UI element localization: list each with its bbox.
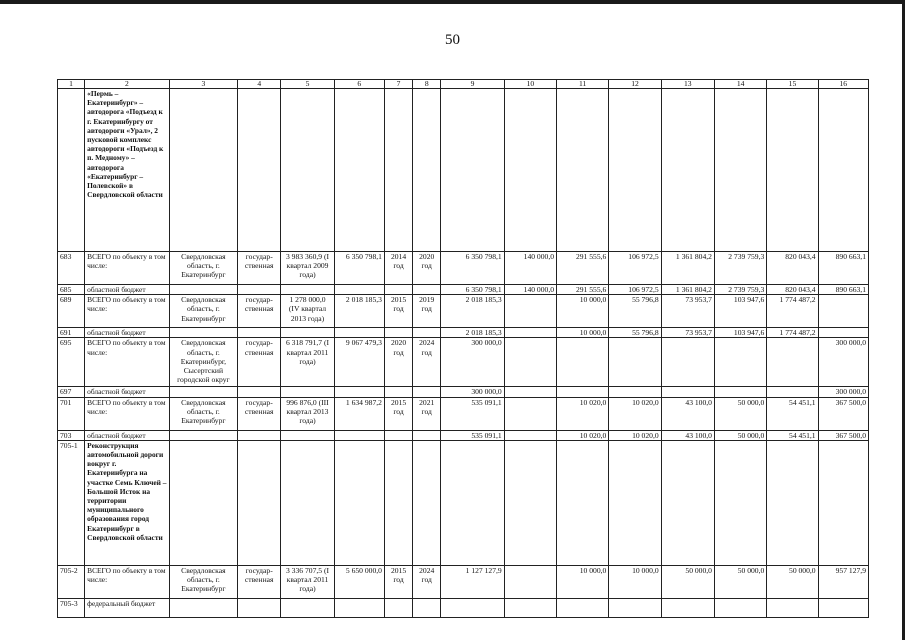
end-year-cell [413, 430, 441, 440]
start-year-cell: 2015 год [384, 397, 412, 430]
column-header-8: 8 [413, 80, 441, 89]
capacity-cell: 1 278 000,0 (IV квартал 2013 года) [281, 295, 334, 328]
location-cell [169, 430, 237, 440]
amount-cell-14 [714, 387, 766, 397]
table-row-budget [58, 430, 869, 440]
amount-cell-9: 2 018 185,3 [441, 295, 504, 328]
ownership-cell: государ-ственная [238, 338, 281, 387]
amount-cell-15: 1 774 487,2 [767, 295, 818, 328]
amount-cell-10 [504, 598, 556, 617]
column-header-14: 14 [714, 80, 766, 89]
column-header-16: 16 [818, 80, 868, 89]
amount-cell-16 [818, 295, 868, 328]
amount-cell-13: 43 100,0 [661, 430, 714, 440]
amount-cell-15: 54 451,1 [767, 430, 818, 440]
column-header-10: 10 [504, 80, 556, 89]
column-header-7: 7 [384, 80, 412, 89]
start-year-cell: 2014 год [384, 252, 412, 285]
table-row-obj [58, 295, 869, 328]
estimated-cost-cell: 5 650 000,0 [334, 565, 384, 598]
amount-cell-11: 10 000,0 [557, 565, 609, 598]
end-year-cell: 2021 год [413, 397, 441, 430]
column-header-13: 13 [661, 80, 714, 89]
amount-cell-14: 103 947,6 [714, 295, 766, 328]
amount-cell-9: 1 127 127,9 [441, 565, 504, 598]
table-row-title [58, 440, 869, 565]
object-title: «Пермь – Екатеринбург» – автодорога «Подъезд к г. Екатеринбургу от автодороги «Урал», 2 пусковой комплекс автодороги «Подъезд к п. Медному» – автодорога «Екатеринбург – Полевской» в Свердловской области [85, 89, 170, 252]
estimated-cost-cell: 1 634 987,2 [334, 397, 384, 430]
column-header-6: 6 [334, 80, 384, 89]
amount-cell-10 [504, 387, 556, 397]
row-label: областной бюджет [85, 328, 170, 338]
amount-cell-15: 50 000,0 [767, 565, 818, 598]
start-year-cell: 2015 год [384, 565, 412, 598]
amount-cell-13 [661, 598, 714, 617]
amount-cell-13 [661, 338, 714, 387]
ownership-cell: государ-ственная [238, 252, 281, 285]
estimated-cost-cell [334, 598, 384, 617]
amount-cell-14: 2 739 759,3 [714, 252, 766, 285]
scan-top-border [0, 0, 905, 4]
ownership-cell: государ-ственная [238, 397, 281, 430]
amount-cell-14 [714, 89, 766, 252]
amount-cell-10 [504, 397, 556, 430]
table-row-obj [58, 565, 869, 598]
start-year-cell [384, 598, 412, 617]
amount-cell-14: 50 000,0 [714, 430, 766, 440]
header-row [58, 80, 869, 89]
column-header-5: 5 [281, 80, 334, 89]
amount-cell-10 [504, 89, 556, 252]
table-row-obj [58, 397, 869, 430]
amount-cell-12: 55 796,8 [609, 328, 661, 338]
amount-cell-16: 957 127,9 [818, 565, 868, 598]
capacity-cell [281, 285, 334, 295]
amount-cell-14: 50 000,0 [714, 565, 766, 598]
amount-cell-15: 820 043,4 [767, 285, 818, 295]
column-header-12: 12 [609, 80, 661, 89]
amount-cell-10 [504, 565, 556, 598]
amount-cell-12: 10 020,0 [609, 397, 661, 430]
amount-cell-16: 890 663,1 [818, 285, 868, 295]
amount-cell-10 [504, 440, 556, 565]
location-cell: Свердловская область, г. Екатеринбург [169, 565, 237, 598]
ownership-cell [238, 387, 281, 397]
row-number: 689 [58, 295, 85, 328]
amount-cell-14 [714, 338, 766, 387]
ownership-cell [238, 430, 281, 440]
location-cell: Свердловская область, г. Екатеринбург, Сысертский городской округ [169, 338, 237, 387]
start-year-cell: 2020 год [384, 338, 412, 387]
amount-cell-13 [661, 89, 714, 252]
row-label: ВСЕГО по объекту в том числе: [85, 565, 170, 598]
end-year-cell [413, 387, 441, 397]
row-label: областной бюджет [85, 387, 170, 397]
row-number: 685 [58, 285, 85, 295]
amount-cell-11 [557, 338, 609, 387]
row-number: 701 [58, 397, 85, 430]
capacity-cell [281, 387, 334, 397]
row-number: 695 [58, 338, 85, 387]
amount-cell-9: 6 350 798,1 [441, 285, 504, 295]
amount-cell-13 [661, 440, 714, 565]
amount-cell-11: 291 555,6 [557, 252, 609, 285]
end-year-cell [413, 328, 441, 338]
amount-cell-10: 140 000,0 [504, 285, 556, 295]
ownership-cell [238, 89, 281, 252]
location-cell [169, 387, 237, 397]
capacity-cell [281, 328, 334, 338]
capacity-cell [281, 430, 334, 440]
amount-cell-10 [504, 430, 556, 440]
start-year-cell [384, 440, 412, 565]
amount-cell-9: 535 091,1 [441, 397, 504, 430]
column-header-1: 1 [58, 80, 85, 89]
ownership-cell [238, 328, 281, 338]
row-number: 705-3 [58, 598, 85, 617]
start-year-cell [384, 430, 412, 440]
amount-cell-15: 54 451,1 [767, 397, 818, 430]
amount-cell-15 [767, 598, 818, 617]
estimated-cost-cell [334, 285, 384, 295]
row-label: ВСЕГО по объекту в том числе: [85, 338, 170, 387]
amount-cell-10 [504, 338, 556, 387]
amount-cell-14 [714, 440, 766, 565]
amount-cell-12 [609, 338, 661, 387]
ownership-cell [238, 285, 281, 295]
ownership-cell [238, 440, 281, 565]
amount-cell-11 [557, 387, 609, 397]
amount-cell-16: 367 500,0 [818, 397, 868, 430]
start-year-cell [384, 285, 412, 295]
column-header-2: 2 [85, 80, 170, 89]
capacity-cell: 3 983 360,9 (I квартал 2009 года) [281, 252, 334, 285]
amount-cell-13: 73 953,7 [661, 328, 714, 338]
location-cell: Свердловская область, г. Екатеринбург [169, 295, 237, 328]
row-number: 703 [58, 430, 85, 440]
amount-cell-12 [609, 387, 661, 397]
amount-cell-9: 2 018 185,3 [441, 328, 504, 338]
amount-cell-16 [818, 328, 868, 338]
amount-cell-13: 1 361 804,2 [661, 285, 714, 295]
amount-cell-15: 820 043,4 [767, 252, 818, 285]
page-number: 50 [445, 32, 460, 48]
column-header-11: 11 [557, 80, 609, 89]
start-year-cell: 2015 год [384, 295, 412, 328]
amount-cell-10: 140 000,0 [504, 252, 556, 285]
amount-cell-11 [557, 598, 609, 617]
ownership-cell [238, 598, 281, 617]
amount-cell-15 [767, 440, 818, 565]
estimated-cost-cell [334, 328, 384, 338]
end-year-cell: 2019 год [413, 295, 441, 328]
amount-cell-15 [767, 89, 818, 252]
amount-cell-16: 300 000,0 [818, 338, 868, 387]
end-year-cell [413, 285, 441, 295]
table-row-title [58, 89, 869, 252]
capacity-cell: 3 336 707,5 (I квартал 2011 года) [281, 565, 334, 598]
row-number: 691 [58, 328, 85, 338]
amount-cell-12: 55 796,8 [609, 295, 661, 328]
amount-cell-16: 300 000,0 [818, 387, 868, 397]
end-year-cell [413, 598, 441, 617]
amount-cell-12 [609, 598, 661, 617]
table-row-budget [58, 328, 869, 338]
ownership-cell: государ-ственная [238, 565, 281, 598]
row-label: ВСЕГО по объекту в том числе: [85, 397, 170, 430]
table-row-budget [58, 598, 869, 617]
amount-cell-16 [818, 440, 868, 565]
capacity-cell [281, 598, 334, 617]
capacity-cell [281, 440, 334, 565]
row-number: 705-2 [58, 565, 85, 598]
end-year-cell: 2024 год [413, 565, 441, 598]
location-cell [169, 328, 237, 338]
location-cell [169, 89, 237, 252]
table-row-budget [58, 387, 869, 397]
start-year-cell [384, 328, 412, 338]
estimated-cost-cell [334, 440, 384, 565]
table-row-obj [58, 338, 869, 387]
estimated-cost-cell: 2 018 185,3 [334, 295, 384, 328]
amount-cell-13: 43 100,0 [661, 397, 714, 430]
amount-cell-15 [767, 338, 818, 387]
row-number: 705-1 [58, 440, 85, 565]
estimated-cost-cell: 9 067 479,3 [334, 338, 384, 387]
row-label: федеральный бюджет [85, 598, 170, 617]
amount-cell-13: 73 953,7 [661, 295, 714, 328]
table-row-budget [58, 285, 869, 295]
row-number: 697 [58, 387, 85, 397]
amount-cell-11: 10 000,0 [557, 295, 609, 328]
amount-cell-9: 6 350 798,1 [441, 252, 504, 285]
amount-cell-15 [767, 387, 818, 397]
amount-cell-13 [661, 387, 714, 397]
amount-cell-11: 10 000,0 [557, 328, 609, 338]
amount-cell-16: 367 500,0 [818, 430, 868, 440]
column-header-9: 9 [441, 80, 504, 89]
amount-cell-10 [504, 295, 556, 328]
row-label: ВСЕГО по объекту в том числе: [85, 295, 170, 328]
start-year-cell [384, 387, 412, 397]
investment-table [57, 79, 869, 618]
capacity-cell [281, 89, 334, 252]
column-header-4: 4 [238, 80, 281, 89]
amount-cell-12: 10 020,0 [609, 430, 661, 440]
amount-cell-14: 50 000,0 [714, 397, 766, 430]
amount-cell-11 [557, 89, 609, 252]
estimated-cost-cell [334, 89, 384, 252]
location-cell [169, 440, 237, 565]
amount-cell-14: 2 739 759,3 [714, 285, 766, 295]
amount-cell-12: 10 000,0 [609, 565, 661, 598]
ownership-cell: государ-ственная [238, 295, 281, 328]
end-year-cell [413, 89, 441, 252]
amount-cell-13: 1 361 804,2 [661, 252, 714, 285]
amount-cell-11 [557, 440, 609, 565]
amount-cell-9 [441, 440, 504, 565]
estimated-cost-cell [334, 387, 384, 397]
table-row-obj [58, 252, 869, 285]
column-header-15: 15 [767, 80, 818, 89]
amount-cell-16 [818, 598, 868, 617]
column-header-3: 3 [169, 80, 237, 89]
row-label: ВСЕГО по объекту в том числе: [85, 252, 170, 285]
capacity-cell: 6 318 791,7 (I квартал 2011 года) [281, 338, 334, 387]
location-cell: Свердловская область, г. Екатеринбург [169, 397, 237, 430]
amount-cell-12: 106 972,5 [609, 252, 661, 285]
estimated-cost-cell: 6 350 798,1 [334, 252, 384, 285]
start-year-cell [384, 89, 412, 252]
end-year-cell: 2024 год [413, 338, 441, 387]
amount-cell-9 [441, 598, 504, 617]
capacity-cell: 996 876,0 (III квартал 2013 года) [281, 397, 334, 430]
row-number: 683 [58, 252, 85, 285]
amount-cell-12: 106 972,5 [609, 285, 661, 295]
amount-cell-11: 10 020,0 [557, 430, 609, 440]
amount-cell-11: 10 020,0 [557, 397, 609, 430]
location-cell [169, 285, 237, 295]
amount-cell-16: 890 663,1 [818, 252, 868, 285]
row-number [58, 89, 85, 252]
estimated-cost-cell [334, 430, 384, 440]
row-label: областной бюджет [85, 285, 170, 295]
location-cell: Свердловская область, г. Екатеринбург [169, 252, 237, 285]
amount-cell-15: 1 774 487,2 [767, 328, 818, 338]
amount-cell-10 [504, 328, 556, 338]
amount-cell-11: 291 555,6 [557, 285, 609, 295]
object-title: Реконструкция автомобильной дороги вокруг г. Екатеринбурга на участке Семь Ключей – Большой Исток на территории муниципального образования город Екатеринбург в Свердловской области [85, 440, 170, 565]
row-label: областной бюджет [85, 430, 170, 440]
amount-cell-12 [609, 440, 661, 565]
amount-cell-9 [441, 89, 504, 252]
amount-cell-9: 300 000,0 [441, 387, 504, 397]
end-year-cell [413, 440, 441, 565]
amount-cell-9: 300 000,0 [441, 338, 504, 387]
amount-cell-16 [818, 89, 868, 252]
amount-cell-13: 50 000,0 [661, 565, 714, 598]
amount-cell-14: 103 947,6 [714, 328, 766, 338]
end-year-cell: 2020 год [413, 252, 441, 285]
amount-cell-9: 535 091,1 [441, 430, 504, 440]
amount-cell-12 [609, 89, 661, 252]
location-cell [169, 598, 237, 617]
amount-cell-14 [714, 598, 766, 617]
